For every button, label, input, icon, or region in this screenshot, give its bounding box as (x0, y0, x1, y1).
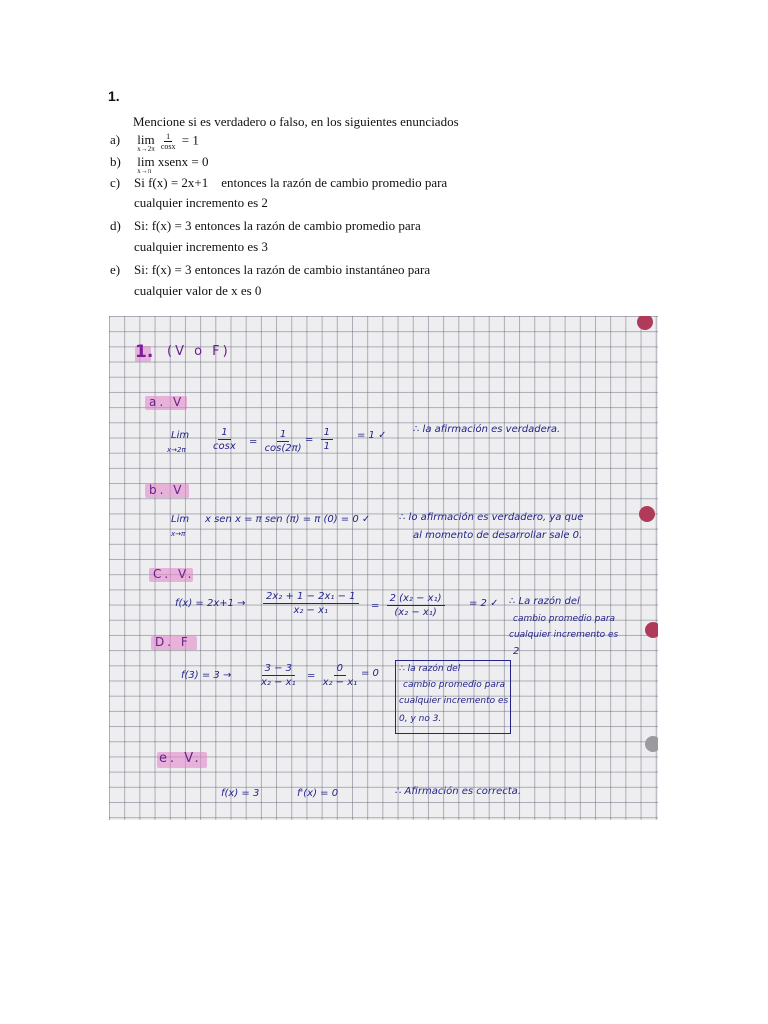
hw-b-conclusion-1: ∴ lo afirmación es verdadero, ya que (399, 512, 584, 523)
item-e-label: e) (110, 262, 121, 277)
hw-a-fraction-2: = $\frac{1}{\cos(2\pi)}$ (249, 429, 302, 454)
hw-c-lhs: f(x) = 2x+1 → (175, 598, 246, 609)
item-b-rest: xsenx = 0 (157, 154, 209, 169)
hw-d-conclusion-3: cualquier incremento es (399, 696, 509, 706)
item-c (110, 175, 447, 191)
item-e-continuation: cualquier valor de x es 0 (134, 283, 262, 298)
binder-hole-icon (645, 622, 658, 638)
hw-c-conclusion-4: 2 (513, 646, 520, 657)
hw-c-conclusion-2: cambio promedio para (513, 614, 616, 624)
hw-c-conclusion-3: cualquier incremento es (509, 630, 619, 640)
item-d-continuation: cualquier incremento es 3 (134, 239, 268, 254)
hw-e-expression-2: f'(x) = 0 (297, 788, 339, 799)
item-e (110, 262, 430, 278)
item-d-label: d) (110, 218, 121, 233)
hw-a-tag: a. V (149, 395, 185, 409)
hw-b-lim: Lim (171, 514, 190, 525)
hw-d-lhs: f(3) = 3 → (181, 670, 232, 681)
hw-d-fraction-1: $\frac{3 - 3}{\text{x₂ − x₁}}$ (261, 663, 296, 688)
hw-a-equals: = 1 ✓ (357, 430, 387, 441)
hw-b-expression: x sen x = π sen (π) = π (0) = 0 ✓ (205, 514, 371, 525)
item-d-text: Si: f(x) = 3 entonces la razón de cambio promedio para (134, 218, 421, 233)
item-a-limit: lim x→2π (137, 132, 155, 154)
item-b-limit-sub: x→π (137, 167, 152, 175)
hw-d-conclusion-1: ∴ la razón del (399, 664, 461, 674)
hw-a-fraction-1: $\frac{1}{\cos x}$ (213, 427, 236, 452)
hw-a-lim: Lim (171, 430, 190, 441)
item-b (110, 154, 209, 175)
hw-d-conclusion-2: cambio promedio para (403, 680, 506, 690)
hw-header-number: 1. (135, 342, 154, 362)
hw-e-conclusion: ∴ Afirmación es correcta. (395, 786, 521, 797)
hw-c-equals: = 2 ✓ (469, 598, 499, 609)
item-a-rest: = 1 (181, 132, 199, 148)
hw-c-fraction-2: = $\frac{\text{2 (x₂ − x₁)}}{\text{(x₂ − x₁)}}$ (371, 592, 449, 619)
hw-b-tag: b. V (149, 483, 185, 497)
item-a (110, 132, 199, 154)
notebook-photo (109, 316, 658, 820)
hw-c-fraction-1: $\frac{\text{2x₂ + 1 − 2x₁ − 1}}{\text{x₂ − x₁}}$ (259, 590, 363, 617)
hw-d-tag: D. F (155, 635, 191, 649)
item-c-label: c) (110, 175, 121, 190)
hw-d-conclusion-4: 0, y no 3. (399, 714, 442, 724)
hw-d-fraction-2: = $\frac{0}{\text{x₂ − x₁}}$ (307, 663, 358, 688)
item-c-continuation: cualquier incremento es 2 (134, 195, 268, 210)
hw-e-tag: e. V. (159, 751, 202, 766)
question-intro: Mencione si es verdadero o falso, en los siguientes enunciados (133, 114, 459, 129)
binder-hole-icon (639, 506, 655, 522)
item-a-fraction: $\frac{1}{\cos x}$ (160, 132, 176, 151)
hw-e-expression-1: f(x) = 3 (221, 788, 260, 799)
hw-header: (V o F) (167, 344, 231, 359)
hw-b-conclusion-2: al momento de desarrollar sale 0. (413, 530, 583, 541)
hw-a-conclusion: ∴ la afirmación es verdadera. (413, 424, 561, 435)
item-e-text: Si: f(x) = 3 entonces la razón de cambio instantáneo para (134, 262, 431, 277)
hw-a-fraction-3: = $\frac{1}{1}$ (305, 426, 337, 453)
item-c-text: Si f(x) = 2x+1 entonces la razón de cambio promedio para (134, 175, 448, 190)
hw-c-tag: C. V. (153, 567, 195, 581)
item-b-label: b) (110, 154, 121, 169)
item-a-limit-sub: x→2π (137, 145, 155, 154)
hw-d-equals: = 0 (361, 668, 379, 679)
binder-hole-icon (637, 316, 653, 330)
hw-a-sub: x→2π (167, 446, 186, 454)
question-number: 1. (108, 88, 120, 104)
item-d (110, 218, 421, 234)
binder-hole-icon (645, 736, 658, 752)
item-a-label: a) (110, 132, 121, 148)
item-b-limit: lim x→π (137, 154, 155, 175)
hw-c-conclusion-1: ∴ La razón del (509, 596, 580, 607)
hw-b-sub: x→π (171, 530, 186, 538)
